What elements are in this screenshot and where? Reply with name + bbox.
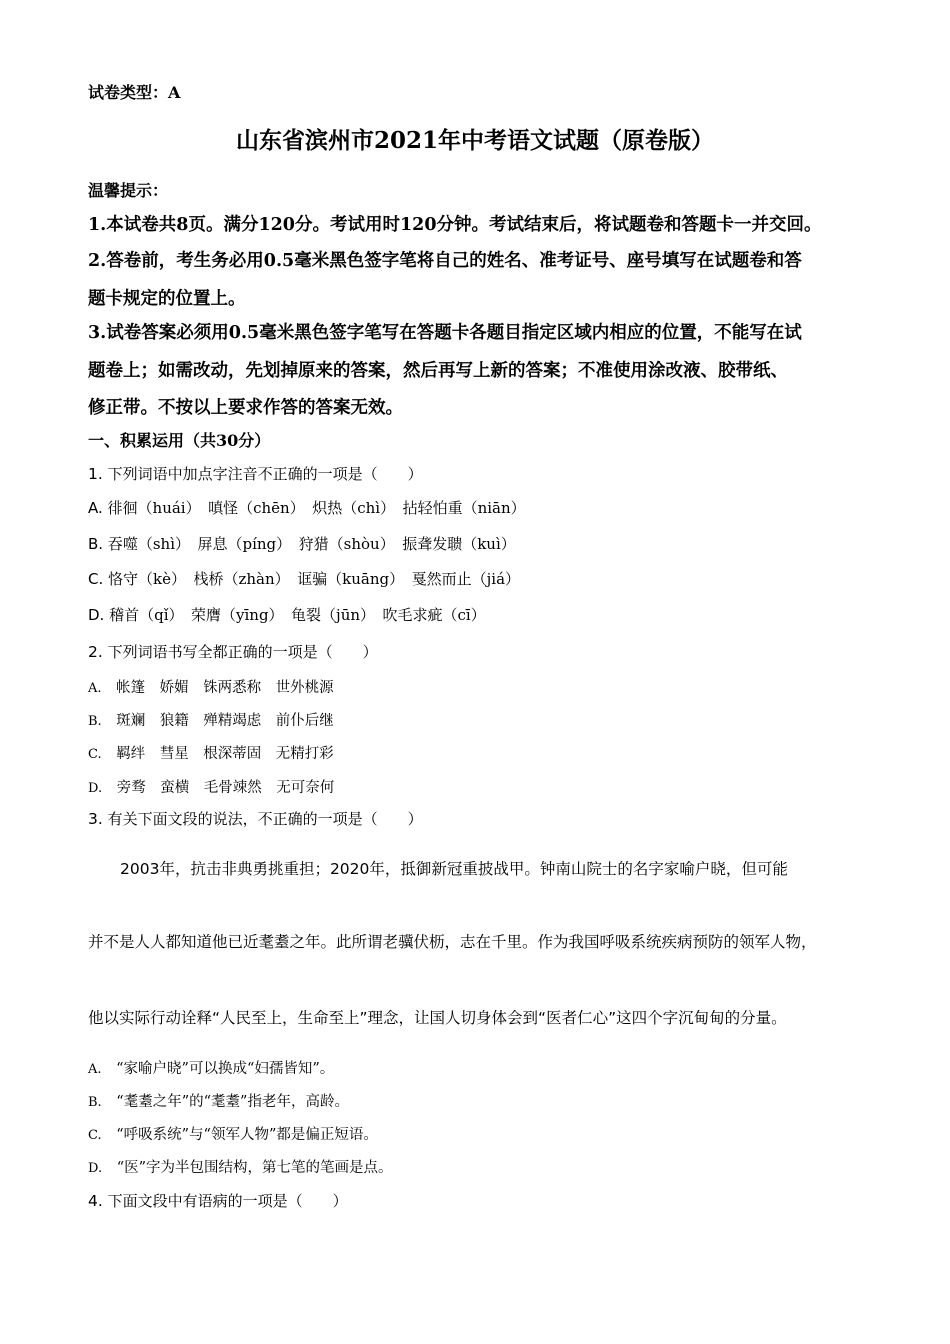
q3-option-d xyxy=(88,1156,393,1177)
question-stem: 下列词语中加点字注音不正确的一项是（ ） xyxy=(107,465,423,483)
option-letter: A. xyxy=(88,681,102,696)
notice-line-1: 1.本试卷共8页。满分120分。考试用时120分钟。考试结束后，将试题卷和答题卡一并交回。 xyxy=(88,215,822,235)
passage-line-3: 他以实际行动诠释“人民至上，生命至上”理念，让国人切身体会到“医者仁心”这四个字沉甸甸的分量。 xyxy=(88,1009,787,1027)
passage-line-1: 2003年，抗击非典勇挑重担；2020年，抵御新冠重披战甲。钟南山院士的名字家喻户晓，但可能 xyxy=(120,860,788,878)
option-letter: D. xyxy=(88,781,103,796)
notice-heading: 温馨提示： xyxy=(88,181,169,200)
notice-line-5: 题卷上；如需改动，先划掉原来的答案，然后再写上新的答案；不准使用涂改液、胶带纸、 xyxy=(88,361,788,381)
option-letter: B. xyxy=(88,714,102,729)
notice-line-6: 修正带。不按以上要求作答的答案无效。 xyxy=(88,398,403,418)
option-text: 斑斓 狼籍 殚精竭虑 前仆后继 xyxy=(116,713,334,729)
question-stem: 有关下面文段的说法，不正确的一项是（ ） xyxy=(107,810,423,828)
option-text: “呼吸系统”与“领军人物”都是偏正短语。 xyxy=(116,1127,378,1143)
option-text: 吞噬（shì） 屏息（píng） 狩猎（shòu） 振聋发聩（kuì） xyxy=(107,535,516,553)
option-text: 恪守（kè） 栈桥（zhàn） 诓骗（kuāng） 戛然而止（jiá） xyxy=(108,570,521,588)
notice-line-2: 2.答卷前，考生务必用0.5毫米黑色签字笔将自己的姓名、准考证号、座号填写在试题卷和答 xyxy=(88,251,802,271)
option-letter: D. xyxy=(88,606,105,624)
option-text: “耄耋之年”的“耄耋”指老年，高龄。 xyxy=(116,1094,349,1110)
question-stem: 下列词语书写全都正确的一项是（ ） xyxy=(107,643,378,661)
option-text: 稽首（qǐ） 荣膺（yīng） 龟裂（jūn） 吹毛求疵（cī） xyxy=(109,606,486,624)
option-text: “医”字为半包围结构，第七笔的笔画是点。 xyxy=(116,1160,393,1176)
passage-line-2: 并不是人人都知道他已近耄耋之年。此所谓老骥伏枥，志在千里。作为我国呼吸系统疾病预防的领军人物， xyxy=(88,933,817,951)
option-letter: D. xyxy=(88,1161,103,1176)
q3-option-c xyxy=(88,1123,378,1144)
notice-line-3: 题卡规定的位置上。 xyxy=(88,289,246,309)
q1-option-c xyxy=(88,568,520,589)
q2-option-d xyxy=(88,776,334,797)
question-4 xyxy=(88,1190,348,1211)
option-text: “家喻户晓”可以换成“妇孺皆知”。 xyxy=(116,1061,335,1077)
page-title: 山东省滨州市2021年中考语文试题（原卷版） xyxy=(235,127,714,154)
q1-option-b xyxy=(88,533,516,554)
option-letter: C. xyxy=(88,1128,102,1143)
option-text: 羁绊 彗星 根深蒂固 无精打彩 xyxy=(116,746,334,762)
question-number: 2. xyxy=(88,643,103,661)
question-number: 4. xyxy=(88,1192,103,1210)
question-2 xyxy=(88,641,378,662)
notice-line-4: 3.试卷答案必须用0.5毫米黑色签字笔写在答题卡各题目指定区域内相应的位置，不能写在试 xyxy=(88,323,802,343)
section-heading: 一、积累运用（共30分） xyxy=(88,431,271,450)
question-stem: 下面文段中有语病的一项是（ ） xyxy=(107,1192,348,1210)
q1-option-a xyxy=(88,497,526,518)
option-letter: B. xyxy=(88,1095,102,1110)
option-text: 徘徊（huái） 嗔怪（chēn） 炽热（chì） 拈轻怕重（niān） xyxy=(107,499,526,517)
option-letter: C. xyxy=(88,747,102,762)
question-number: 1. xyxy=(88,465,103,483)
question-1 xyxy=(88,463,423,484)
q3-option-a xyxy=(88,1057,334,1078)
q1-option-d xyxy=(88,604,486,625)
question-3 xyxy=(88,808,423,829)
q2-option-b xyxy=(88,709,334,730)
question-number: 3. xyxy=(88,810,103,828)
q2-option-c xyxy=(88,742,334,763)
option-letter: A. xyxy=(88,1062,102,1077)
option-letter: A. xyxy=(88,499,103,517)
option-letter: B. xyxy=(88,535,104,553)
paper-type-label: 试卷类型：A xyxy=(88,83,181,102)
option-letter: C. xyxy=(88,570,104,588)
q2-option-a xyxy=(88,676,334,697)
option-text: 旁骛 蛮横 毛骨竦然 无可奈何 xyxy=(116,780,335,796)
option-text: 帐篷 娇媚 铢两悉称 世外桃源 xyxy=(116,680,334,696)
q3-option-b xyxy=(88,1090,349,1111)
